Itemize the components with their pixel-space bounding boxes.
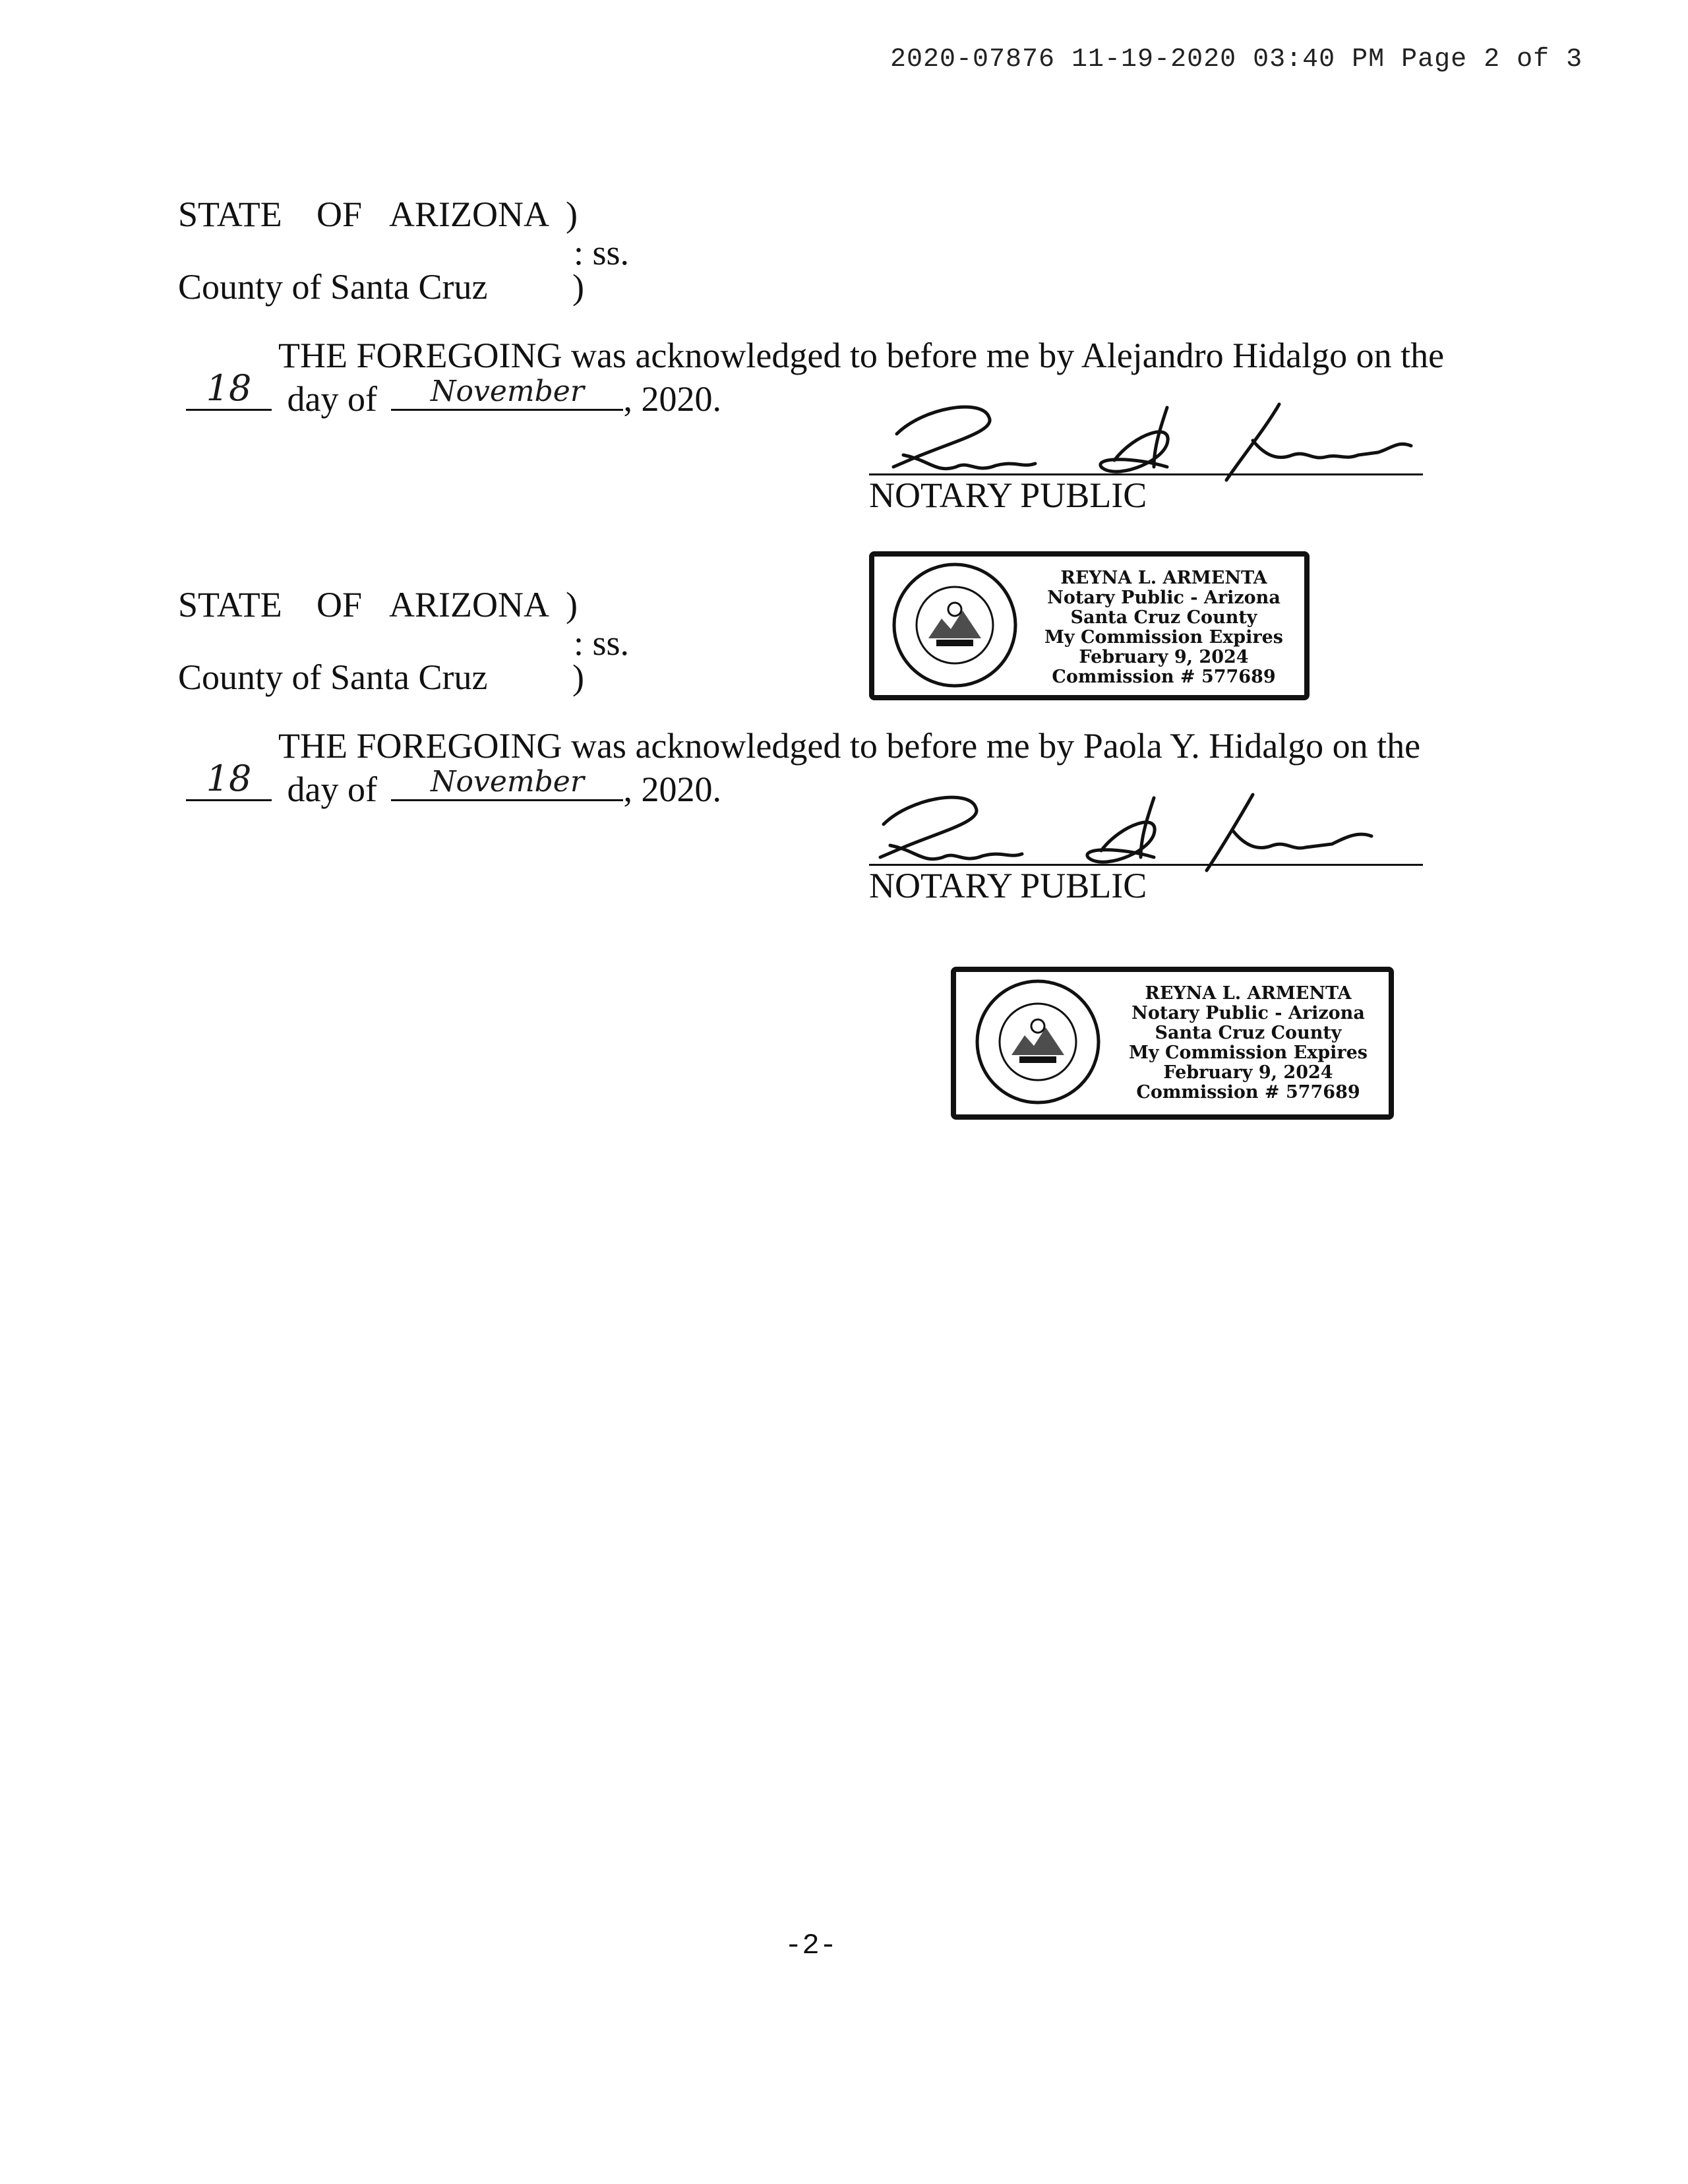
day-of-text: day of [287, 379, 377, 419]
commission-expires-label: My Commission Expires [1044, 627, 1283, 648]
notary-public-label: NOTARY PUBLIC [869, 475, 1147, 515]
year-text: , 2020. [623, 770, 721, 809]
commission-expires-date: February 9, 2024 [1079, 647, 1249, 667]
handwritten-month: November [431, 375, 584, 408]
venue-county: County of Santa Cruz [178, 657, 488, 697]
seal-text-block [1126, 984, 1370, 1103]
notary-county: Santa Cruz County [1155, 1023, 1342, 1043]
venue-county: County of Santa Cruz [178, 267, 488, 307]
venue-paren: ) [566, 195, 578, 234]
month-blank [391, 764, 623, 801]
notary-seal-stamp [951, 967, 1394, 1120]
seal-text-block [1042, 568, 1286, 687]
venue-ss: : ss. [574, 623, 630, 663]
handwritten-day: 18 [206, 367, 252, 409]
acknowledgment-text: THE FOREGOING was acknowledged to before me by Paola Y. Hidalgo on the [278, 726, 1421, 766]
notary-public-label: NOTARY PUBLIC [869, 866, 1147, 905]
venue-of: OF [316, 585, 363, 624]
commission-expires-date: February 9, 2024 [1163, 1062, 1333, 1083]
notary-title: Notary Public - Arizona [1047, 588, 1281, 608]
venue-state-label: STATE [178, 195, 282, 234]
venue-state-name: ARIZONA [389, 195, 549, 234]
notary-title: Notary Public - Arizona [1131, 1003, 1365, 1023]
commission-number: Commission # 577689 [1052, 667, 1276, 687]
notary-name: REYNA L. ARMENTA [1145, 983, 1352, 1004]
notary-seal-stamp [869, 551, 1310, 700]
year-text: , 2020. [623, 379, 721, 419]
notary-county: Santa Cruz County [1070, 607, 1257, 628]
commission-expires-label: My Commission Expires [1129, 1043, 1368, 1063]
day-blank [186, 758, 272, 801]
great-seal-of-arizona [890, 561, 1019, 690]
page-number: -2- [785, 1929, 837, 1962]
acknowledgment-text: THE FOREGOING was acknowledged to before me by Alejandro Hidalgo on the [278, 336, 1445, 375]
venue-paren: ) [572, 657, 584, 697]
handwritten-month: November [431, 765, 584, 799]
day-of-text: day of [287, 770, 377, 809]
venue-paren: ) [566, 585, 578, 624]
venue-paren: ) [572, 267, 584, 307]
venue-ss: : ss. [574, 233, 630, 272]
great-seal-of-arizona [973, 977, 1102, 1107]
notary-name: REYNA L. ARMENTA [1060, 568, 1267, 588]
date-line [186, 758, 721, 809]
day-blank [186, 367, 272, 411]
venue-state-label: STATE [178, 585, 282, 624]
handwritten-day: 18 [206, 758, 252, 799]
recording-stamp: 2020-07876 11-19-2020 03:40 PM Page 2 of 3 [890, 45, 1583, 75]
venue-of: OF [316, 195, 363, 234]
commission-number: Commission # 577689 [1136, 1082, 1360, 1103]
date-line [186, 367, 721, 419]
month-blank [391, 373, 623, 411]
venue-state-name: ARIZONA [389, 585, 549, 624]
